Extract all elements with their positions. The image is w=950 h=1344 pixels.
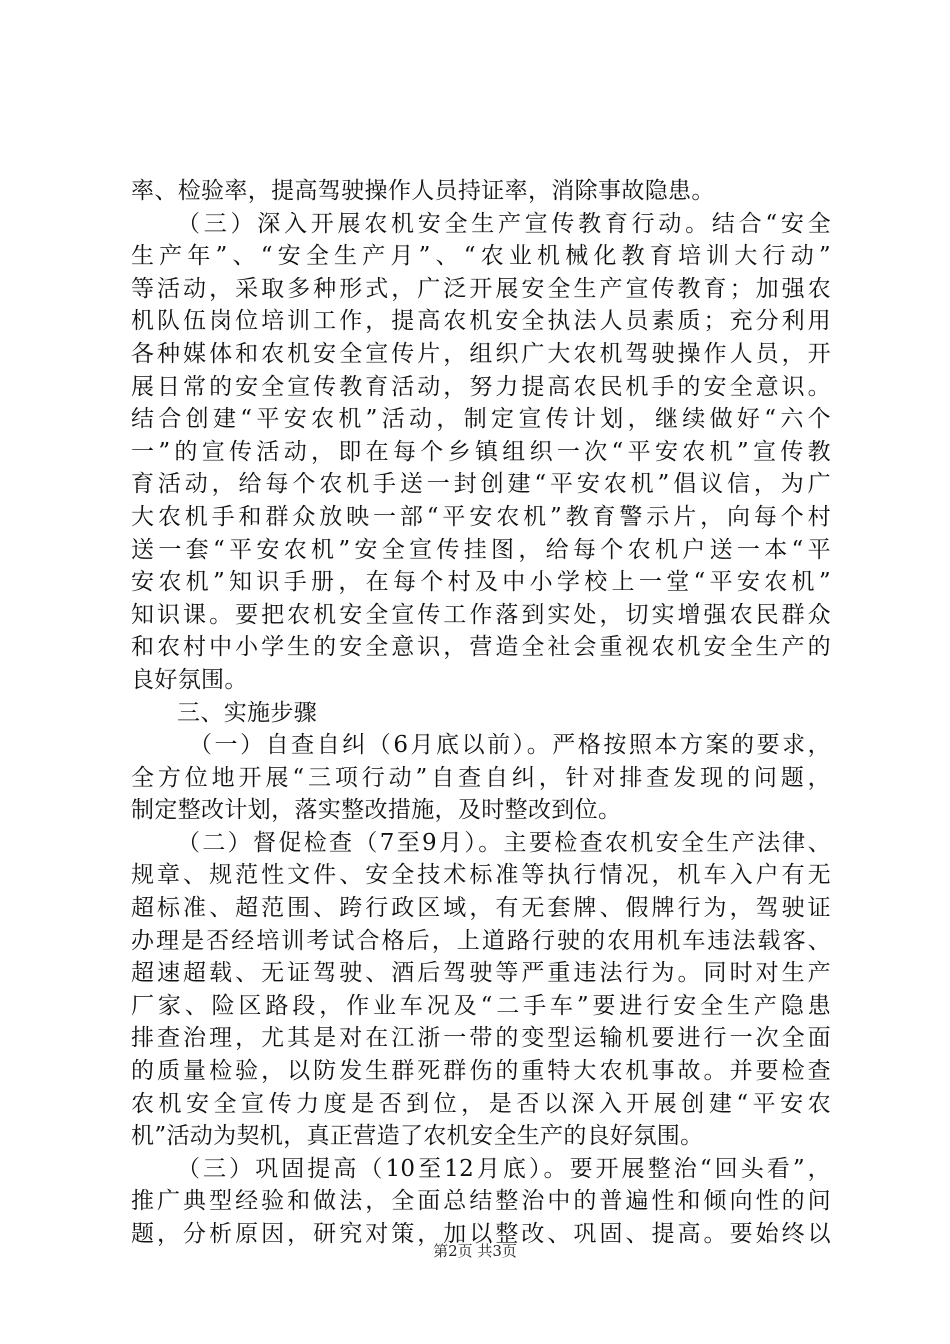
text-line: 展日常的安全宣传教育活动，努力提高农民机手的安全意识。: [131, 373, 831, 400]
text-line: 题，分析原因，研究对策，加以整改、巩固、提高。要始终以: [131, 1221, 831, 1247]
text-line: 超速超载、无证驾驶、酒后驾驶等严重违法行为。同时对生产: [131, 960, 831, 987]
text-line: 推广典型经验和做法，全面总结整治中的普遍性和倾向性的问: [131, 1188, 831, 1215]
text-line: 等活动，采取多种形式，广泛开展安全生产宣传教育；加强农: [131, 275, 831, 302]
text-line: 送一套“平安农机”安全宣传挂图，给每个农机户送一本“平: [131, 536, 831, 563]
text-line: 排查治理，尤其是对在江浙一带的变型运输机要进行一次全面: [131, 1025, 831, 1052]
text-line: 各种媒体和农机安全宣传片，组织广大农机驾驶操作人员，开: [131, 340, 831, 367]
text-line: 育活动，给每个农机手送一封创建“平安农机”倡议信，为广: [131, 471, 831, 498]
text-line: 一”的宣传活动，即在每个乡镇组织一次“平安农机”宣传教: [131, 438, 831, 465]
section-heading: 三、实施步骤: [177, 699, 318, 726]
text-line: 厂家、险区路段，作业车况及“二手车”要进行安全生产隐患: [131, 992, 831, 1019]
text-line: 和农村中小学生的安全意识，营造全社会重视农机安全生产的: [131, 634, 831, 661]
text-line: （三）巩固提高（10至12月底）。要开展整治“回头看”，: [177, 1155, 831, 1182]
text-line: （一）自查自纠（6月底以前）。严格按照本方案的要求，: [189, 732, 831, 759]
page-number-footer: 第2页 共3页: [433, 1242, 517, 1260]
text-line: 知识课。要把农机安全宣传工作落到实处，切实增强农民群众: [131, 601, 831, 628]
text-line: 安农机”知识手册，在每个村及中小学校上一堂“平安农机”: [131, 569, 831, 596]
text-line: 机”活动为契机，真正营造了农机安全生产的良好氛围。: [131, 1123, 704, 1150]
text-line: 生产年”、“安全生产月”、“农业机械化教育培训大行动”: [131, 243, 831, 270]
text-line: 率、检验率，提高驾驶操作人员持证率，消除事故隐患。: [131, 178, 715, 204]
text-line: 办理是否经培训考试合格后，上道路行驶的农用机车违法载客、: [131, 927, 831, 954]
document-body: [131, 175, 831, 1251]
text-line: 超标准、超范围、跨行政区域，有无套牌、假牌行为，驾驶证: [131, 895, 831, 922]
text-line: 的质量检验，以防发生群死群伤的重特大农机事故。并要检查: [131, 1058, 831, 1085]
text-line: （二）督促检查（7至9月）。主要检查农机安全生产法律、: [177, 829, 831, 856]
text-line: 全方位地开展“三项行动”自查自纠，针对排查发现的问题，: [131, 764, 831, 791]
text-line: 良好氛围。: [131, 666, 248, 693]
text-line: 农机安全宣传力度是否到位，是否以深入开展创建“平安农: [131, 1090, 831, 1117]
text-line: 规章、规范性文件、安全技术标准等执行情况，机车入户有无: [131, 862, 831, 889]
text-line: 结合创建“平安农机”活动，制定宣传计划，继续做好“六个: [131, 406, 831, 433]
text-line: （三）深入开展农机安全生产宣传教育行动。结合“安全: [177, 210, 831, 237]
text-line: 大农机手和群众放映一部“平安农机”教育警示片，向每个村: [131, 503, 831, 530]
text-line: 制定整改计划，落实整改措施，及时整改到位。: [131, 797, 622, 824]
text-line: 机队伍岗位培训工作，提高农机安全执法人员素质；充分利用: [131, 308, 831, 335]
